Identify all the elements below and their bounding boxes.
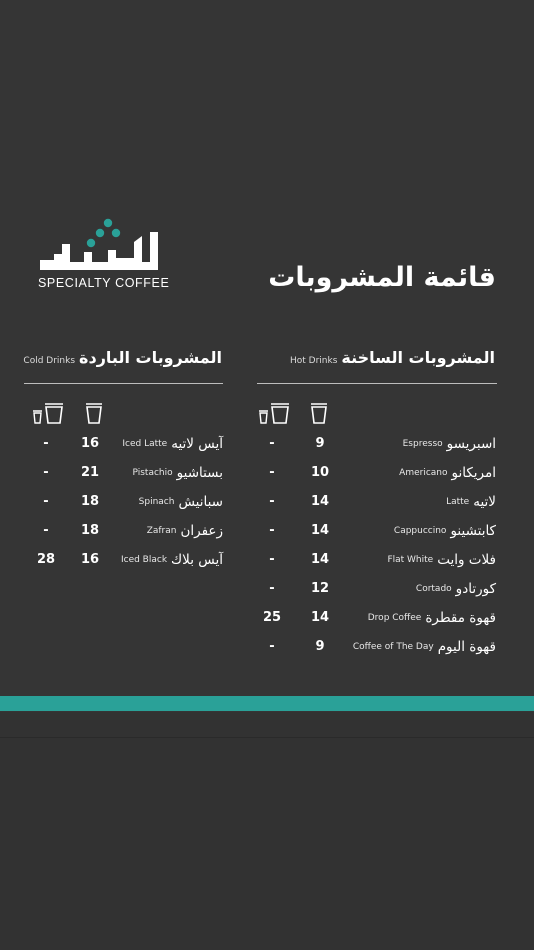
hot-drink-item-name-en: Flat White bbox=[387, 555, 434, 565]
cold-drink-item-name-ar: آيس لاتيه bbox=[171, 436, 223, 452]
hot-drink-medium-price: 9 bbox=[315, 436, 325, 451]
cold-drinks-title-ar: المشروبات الباردة bbox=[79, 348, 222, 367]
hot-drink-item-name-ar: كورتادو bbox=[455, 581, 496, 597]
medium-cup-icon bbox=[85, 402, 103, 424]
cold-drink-medium-price: 21 bbox=[80, 465, 100, 480]
accent-band bbox=[0, 696, 534, 711]
hot-drinks-title-en: Hot Drinks bbox=[289, 356, 338, 366]
hot-drink-large-price: - bbox=[269, 639, 275, 654]
lower-divider bbox=[0, 737, 534, 738]
cold-drink-item-name-ar: زعفران bbox=[180, 523, 223, 539]
cold-drink-item-name bbox=[147, 520, 223, 542]
hot-drink-large-price: - bbox=[269, 436, 275, 451]
large-cup-icon bbox=[258, 402, 290, 424]
cold-drinks-heading bbox=[23, 348, 222, 370]
hot-drink-medium-price: 10 bbox=[310, 465, 330, 480]
cold-drink-large-price: - bbox=[43, 523, 49, 538]
hot-drinks-heading bbox=[290, 348, 495, 370]
cold-drinks-divider bbox=[24, 383, 223, 384]
hot-drink-item-name-en: Drop Coffee bbox=[367, 613, 422, 623]
hot-drink-item-name bbox=[446, 491, 496, 513]
cold-drink-item-name-en: Pistachio bbox=[132, 468, 173, 478]
cold-drink-large-price: 28 bbox=[36, 552, 56, 567]
cold-drink-medium-price: 18 bbox=[80, 494, 100, 509]
cold-drink-item-name-ar: بستاشيو bbox=[176, 465, 223, 481]
hot-drink-large-price: - bbox=[269, 465, 275, 480]
cold-drink-item-name-ar: آيس بلاك bbox=[171, 552, 223, 568]
hot-drink-item-name-ar: قهوة مقطرة bbox=[425, 610, 496, 626]
hot-drink-item-name-ar: قهوة اليوم bbox=[437, 639, 496, 655]
hot-drink-item-name-en: Cappuccino bbox=[393, 526, 447, 536]
cold-drink-item-name bbox=[122, 433, 223, 455]
hot-drink-large-price: - bbox=[269, 494, 275, 509]
brand-logo bbox=[36, 214, 170, 294]
medium-cup-icon bbox=[310, 402, 328, 424]
hot-drink-large-price: 25 bbox=[262, 610, 282, 625]
logo-wordmark: SPECIALTY COFFEE bbox=[38, 276, 170, 290]
hot-drink-medium-price: 14 bbox=[310, 610, 330, 625]
hot-drink-item-name-en: Americano bbox=[399, 468, 448, 478]
hot-drinks-divider bbox=[257, 383, 497, 384]
hot-drink-item-name bbox=[368, 607, 496, 629]
hot-drink-item-name bbox=[399, 462, 496, 484]
hot-drink-item-name-ar: اسبريسو bbox=[446, 436, 496, 452]
hot-drink-item-name-en: Latte bbox=[446, 497, 470, 507]
hot-drink-item-name-en: Cortado bbox=[415, 584, 452, 594]
hot-drink-large-price: - bbox=[269, 581, 275, 596]
hot-drink-large-price: - bbox=[269, 552, 275, 567]
cold-drinks-title-en: Cold Drinks bbox=[23, 356, 76, 366]
hot-drink-item-name-en: Espresso bbox=[402, 439, 443, 449]
menu-title: قائمة المشروبات bbox=[268, 262, 496, 293]
cold-drink-item-name bbox=[121, 549, 223, 571]
logo-mark-icon bbox=[36, 214, 166, 276]
hot-drink-item-name-ar: فلات وايت bbox=[437, 552, 496, 568]
cold-drink-medium-price: 16 bbox=[80, 552, 100, 567]
cold-drink-item-name-en: Iced Black bbox=[120, 555, 168, 565]
cold-drink-item-name bbox=[139, 491, 223, 513]
bottom-blank-area bbox=[0, 712, 534, 950]
hot-drink-item-name-ar: امريكانو bbox=[451, 465, 496, 481]
hot-drink-item-name-ar: لاتيه bbox=[473, 494, 496, 510]
hot-drink-item-name bbox=[416, 578, 496, 600]
cold-drink-large-price: - bbox=[43, 465, 49, 480]
cold-drink-item-name-en: Zafran bbox=[146, 526, 177, 536]
hot-drink-medium-price: 14 bbox=[310, 494, 330, 509]
cold-drink-item-name bbox=[133, 462, 223, 484]
hot-drink-item-name bbox=[394, 520, 496, 542]
hot-drink-medium-price: 14 bbox=[310, 552, 330, 567]
hot-drink-item-name-ar: كابتشينو bbox=[450, 523, 496, 539]
hot-drink-item-name bbox=[353, 636, 496, 658]
large-cup-icon bbox=[32, 402, 64, 424]
hot-drinks-title-ar: المشروبات الساخنة bbox=[341, 348, 495, 367]
cold-drink-large-price: - bbox=[43, 494, 49, 509]
hot-drink-medium-price: 12 bbox=[310, 581, 330, 596]
hot-drink-item-name-en: Coffee of The Day bbox=[352, 642, 434, 652]
hot-drink-medium-price: 14 bbox=[310, 523, 330, 538]
hot-drink-item-name bbox=[403, 433, 496, 455]
hot-drink-large-price: - bbox=[269, 523, 275, 538]
cold-drink-medium-price: 16 bbox=[80, 436, 100, 451]
cold-drink-item-name-en: Iced Latte bbox=[122, 439, 168, 449]
cold-drink-large-price: - bbox=[43, 436, 49, 451]
hot-drink-medium-price: 9 bbox=[315, 639, 325, 654]
cold-drink-item-name-en: Spinach bbox=[138, 497, 175, 507]
cold-drink-medium-price: 18 bbox=[80, 523, 100, 538]
hot-drink-item-name bbox=[387, 549, 496, 571]
cold-drink-item-name-ar: سبانيش bbox=[178, 494, 223, 510]
